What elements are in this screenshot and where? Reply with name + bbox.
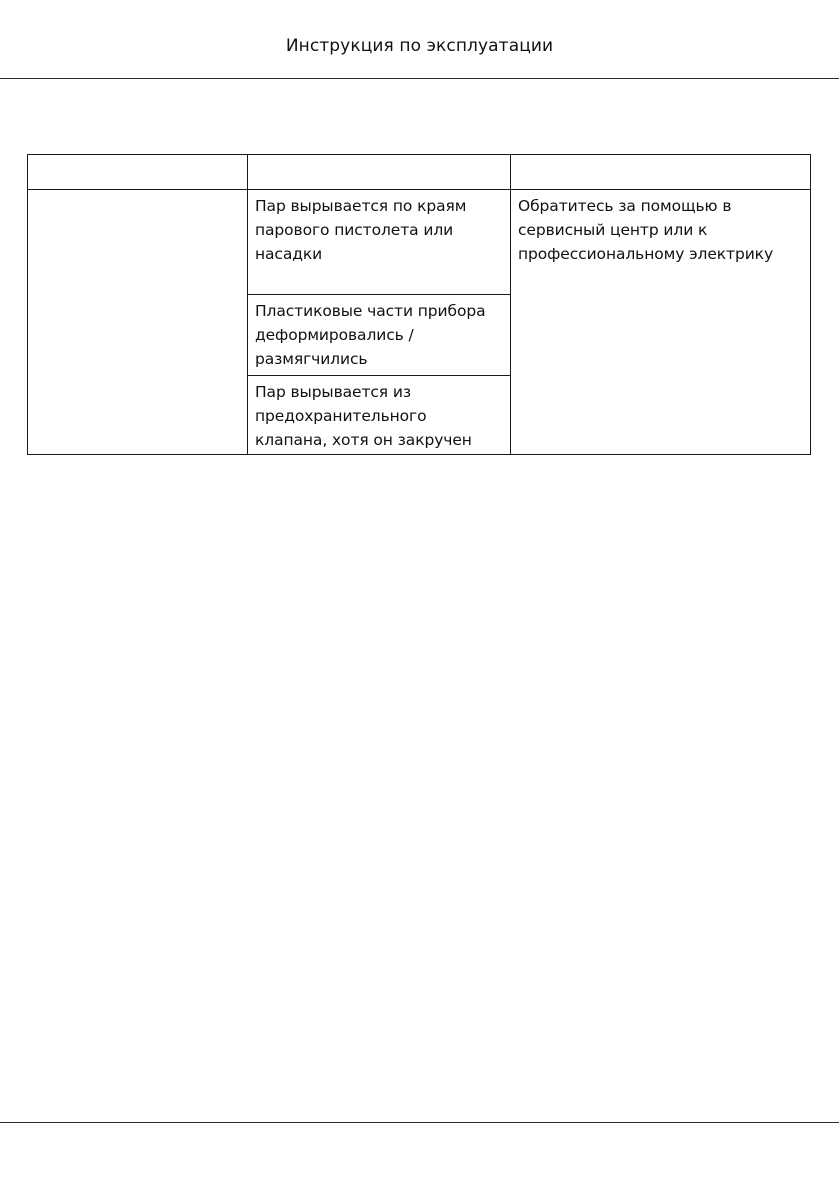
header-divider <box>0 78 839 79</box>
table-header-row <box>28 155 811 190</box>
cause-cell: Пар вырывается из предохранительного клапана, хотя он закручен <box>248 376 511 455</box>
cause-cell: Пластиковые части прибора деформировались / размягчились <box>248 295 511 376</box>
troubleshooting-table <box>27 154 811 455</box>
footer-divider <box>0 1122 839 1123</box>
problem-cell <box>28 190 248 455</box>
table-row <box>28 190 811 295</box>
cause-cell: Пар вырывается по краям парового пистолета или насадки <box>248 190 511 295</box>
header-cell-solution <box>511 155 811 190</box>
header-cell-problem <box>28 155 248 190</box>
page-header-title: Инструкция по эксплуатации <box>285 36 554 56</box>
solution-cell: Обратитесь за помощью в сервисный центр или к профессиональному электрику <box>511 190 811 455</box>
header-cell-cause <box>248 155 511 190</box>
